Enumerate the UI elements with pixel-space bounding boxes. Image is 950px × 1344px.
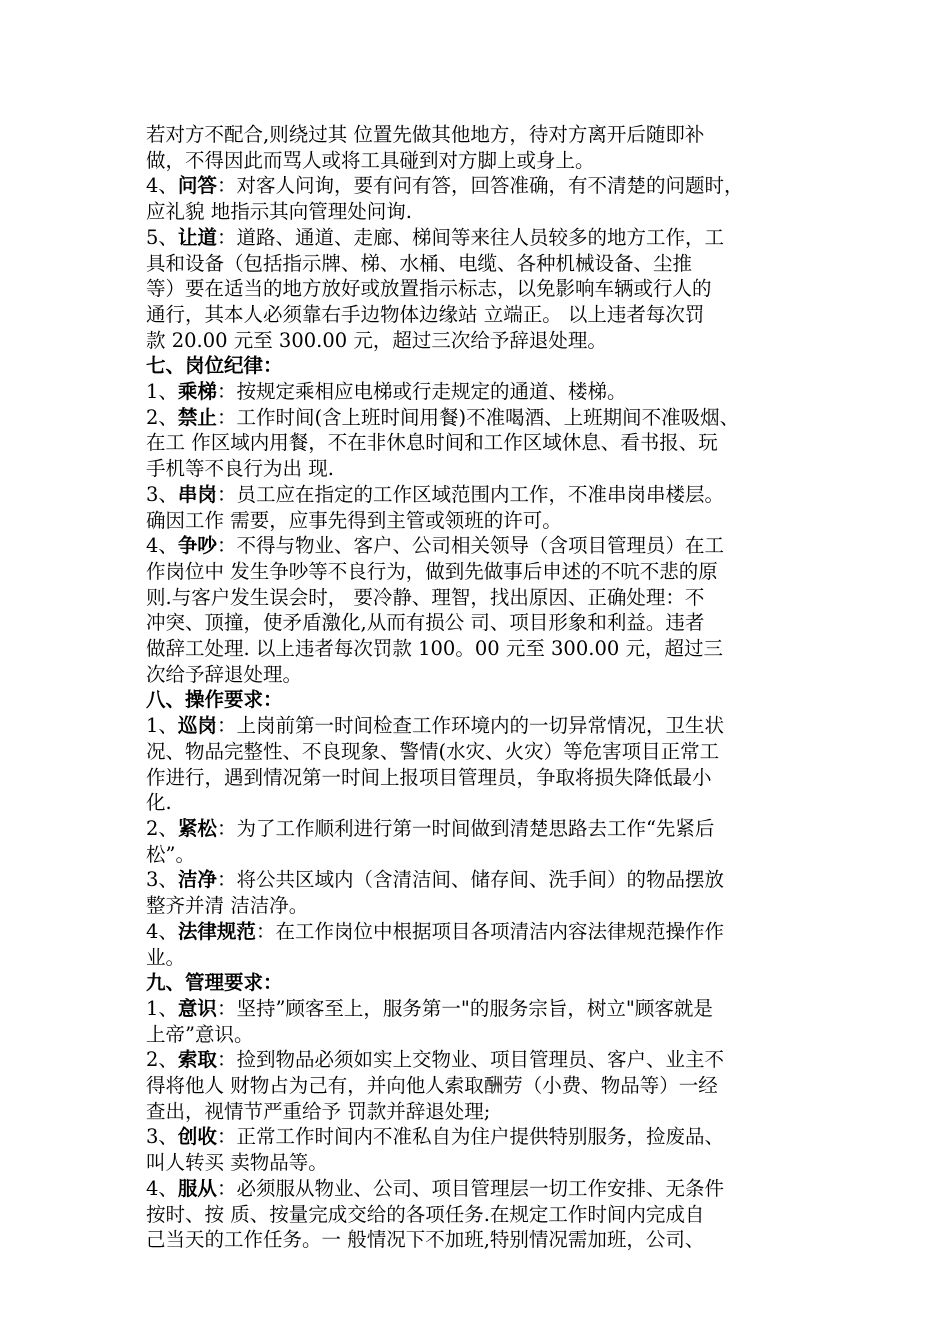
item-number: 1、 <box>146 996 178 1020</box>
item-text: 坚持”顾客至上，服务第一"的服务宗旨，树立"顾客就是 上帝”意识。 <box>146 996 713 1046</box>
item-term: 洁净 <box>177 868 217 892</box>
item-text: 工作时间(含上班时间用餐)不准喝酒、上班期间不准吸烟、 在工 作区域内用餐，不在非休息时间和工作区域休息、看书报、玩 手机等不良行为出 现. <box>146 405 740 481</box>
item-number: 4、 <box>146 1176 178 1200</box>
list-item <box>146 379 814 405</box>
item-number: 3、 <box>146 1125 178 1149</box>
item-text: 上岗前第一时间检查工作环境内的一切异常情况，卫生状 况、物品完整性、不良现象、警情(水灾、火灾）等危害项目正常工 作进行，遇到情况第一时间上报项目管理员，争取将损失降低最小 化. <box>146 714 724 815</box>
item-term: 服从 <box>177 1176 217 1200</box>
item-term: 争吵 <box>177 534 217 558</box>
item-term: 紧松 <box>177 816 217 840</box>
item-text: 在工作岗位中根据项目各项清洁内容法律规范操作作 业。 <box>146 919 724 969</box>
item-term: 串岗 <box>177 482 217 506</box>
item-colon: ： <box>216 1125 237 1149</box>
item-number: 1、 <box>146 714 178 738</box>
item-number: 2、 <box>146 816 178 840</box>
section-heading-8: 八、操作要求： <box>146 688 283 712</box>
s7-items <box>146 379 814 687</box>
item-term: 问答 <box>177 174 217 198</box>
item-colon: ： <box>216 225 237 249</box>
item-colon: ： <box>216 996 237 1020</box>
section-heading-7: 七、岗位纪律： <box>146 354 283 378</box>
item-text: 不得与物业、客户、公司相关领导（含项目管理员）在工 作岗位中 发生争吵等不良行为，做到先做事后申述的不吭不悲的原 则.与客户发生误会时， 要冷静、理智，找出原因、正确处理：不 冲突、顶撞，使矛盾激化,从而有损公 司、项目形象和利益。违者 做辞工处理. 以上违者每次罚款 100。00 元至 300.00 元，超过三 次给予辞退处理。 <box>146 534 724 686</box>
list-item <box>146 816 814 867</box>
item-colon: ： <box>216 482 237 506</box>
item-colon: ： <box>216 380 237 404</box>
list-item <box>146 1047 814 1124</box>
item-number: 4、 <box>146 919 178 943</box>
item-colon: ： <box>216 1176 237 1200</box>
item-colon: ： <box>216 405 237 429</box>
item-text: 员工应在指定的工作区域范围内工作，不准串岗串楼层。 确因工作 需要，应事先得到主管或领班的许可。 <box>146 482 724 532</box>
list-item <box>146 1176 814 1253</box>
item-term: 禁止 <box>177 405 217 429</box>
item-text: 正常工作时间内不准私自为住户提供特别服务，捡废品、 叫人转买 卖物品等。 <box>146 1125 724 1175</box>
s8-items <box>146 713 814 970</box>
item-number: 1、 <box>146 380 178 404</box>
list-item <box>146 919 814 970</box>
item-colon: ： <box>216 816 237 840</box>
list-item <box>146 225 814 354</box>
item-colon: ： <box>216 174 237 198</box>
item-term: 巡岗 <box>177 714 217 738</box>
item-number: 5、 <box>146 225 178 249</box>
item-number: 2、 <box>146 405 178 429</box>
item-number: 4、 <box>146 174 178 198</box>
list-item <box>146 867 814 918</box>
item-colon: ： <box>216 868 237 892</box>
intro-paragraph: 若对方不配合,则绕过其 位置先做其他地方，待对方离开后随即补 做，不得因此而骂人或将工具碰到对方脚上或身上。 <box>146 123 705 172</box>
list-item <box>146 996 814 1047</box>
section-heading-9: 九、管理要求： <box>146 971 283 995</box>
item-number: 4、 <box>146 534 178 558</box>
item-term: 意识 <box>177 996 217 1020</box>
item-term: 让道 <box>177 225 217 249</box>
item-colon: ： <box>216 1048 237 1072</box>
item-number: 3、 <box>146 482 178 506</box>
item-colon: ： <box>216 714 237 738</box>
item-text: 按规定乘相应电梯或行走规定的通道、楼梯。 <box>236 380 627 404</box>
item-text: 对客人问询，要有问有答，回答准确，有不清楚的问题时， 应礼貌 地指示其向管理处问询. <box>146 174 744 224</box>
item-term: 乘梯 <box>177 380 217 404</box>
item-text: 捡到物品必须如实上交物业、项目管理员、客户、业主不 得将他人 财物占为己有，并向他人索取酬劳（小费、物品等）一经 查出，视情节严重给予 罚款并辞退处理; <box>146 1048 724 1123</box>
list-item <box>146 405 814 482</box>
item-number: 3、 <box>146 868 178 892</box>
list-item <box>146 173 814 224</box>
item-text: 必须服从物业、公司、项目管理层一切工作安排、无条件 按时、按 质、按量完成交给的各项任务.在规定工作时间内完成自 己当天的工作任务。一 般情况下不加班,特别情况需加班，公司、 <box>146 1176 724 1252</box>
item-term: 创收 <box>177 1125 217 1149</box>
list-item <box>146 533 814 687</box>
item-text: 道路、通道、走廊、梯间等来往人员较多的地方工作，工 具和设备（包括指示牌、梯、水桶、电缆、各种机械设备、尘推 等）要在适当的地方放好或放置指示标志，以免影响车辆或行人的 通行，其本人必须靠右手边物体边缘站 立端正。 以上违者每次罚 款 20.00 元至 300.00 元，超过三次给予辞退处理。 <box>146 225 724 352</box>
item-text: 将公共区域内（含清洁间、储存间、洗手间）的物品摆放 整齐并清 洁洁净。 <box>146 868 724 918</box>
item-colon: ： <box>255 919 276 943</box>
item-colon: ： <box>216 534 237 558</box>
list-item <box>146 713 814 816</box>
list-item <box>146 482 814 533</box>
item-number: 2、 <box>146 1048 178 1072</box>
item-term: 索取 <box>177 1048 217 1072</box>
item-term: 法律规范 <box>177 919 256 943</box>
document-body <box>146 122 814 1253</box>
item-text: 为了工作顺利进行第一时间做到清楚思路去工作“先紧后 松”。 <box>146 816 715 866</box>
list-item <box>146 1124 814 1175</box>
s6-item <box>146 173 814 353</box>
s9-items <box>146 996 814 1253</box>
